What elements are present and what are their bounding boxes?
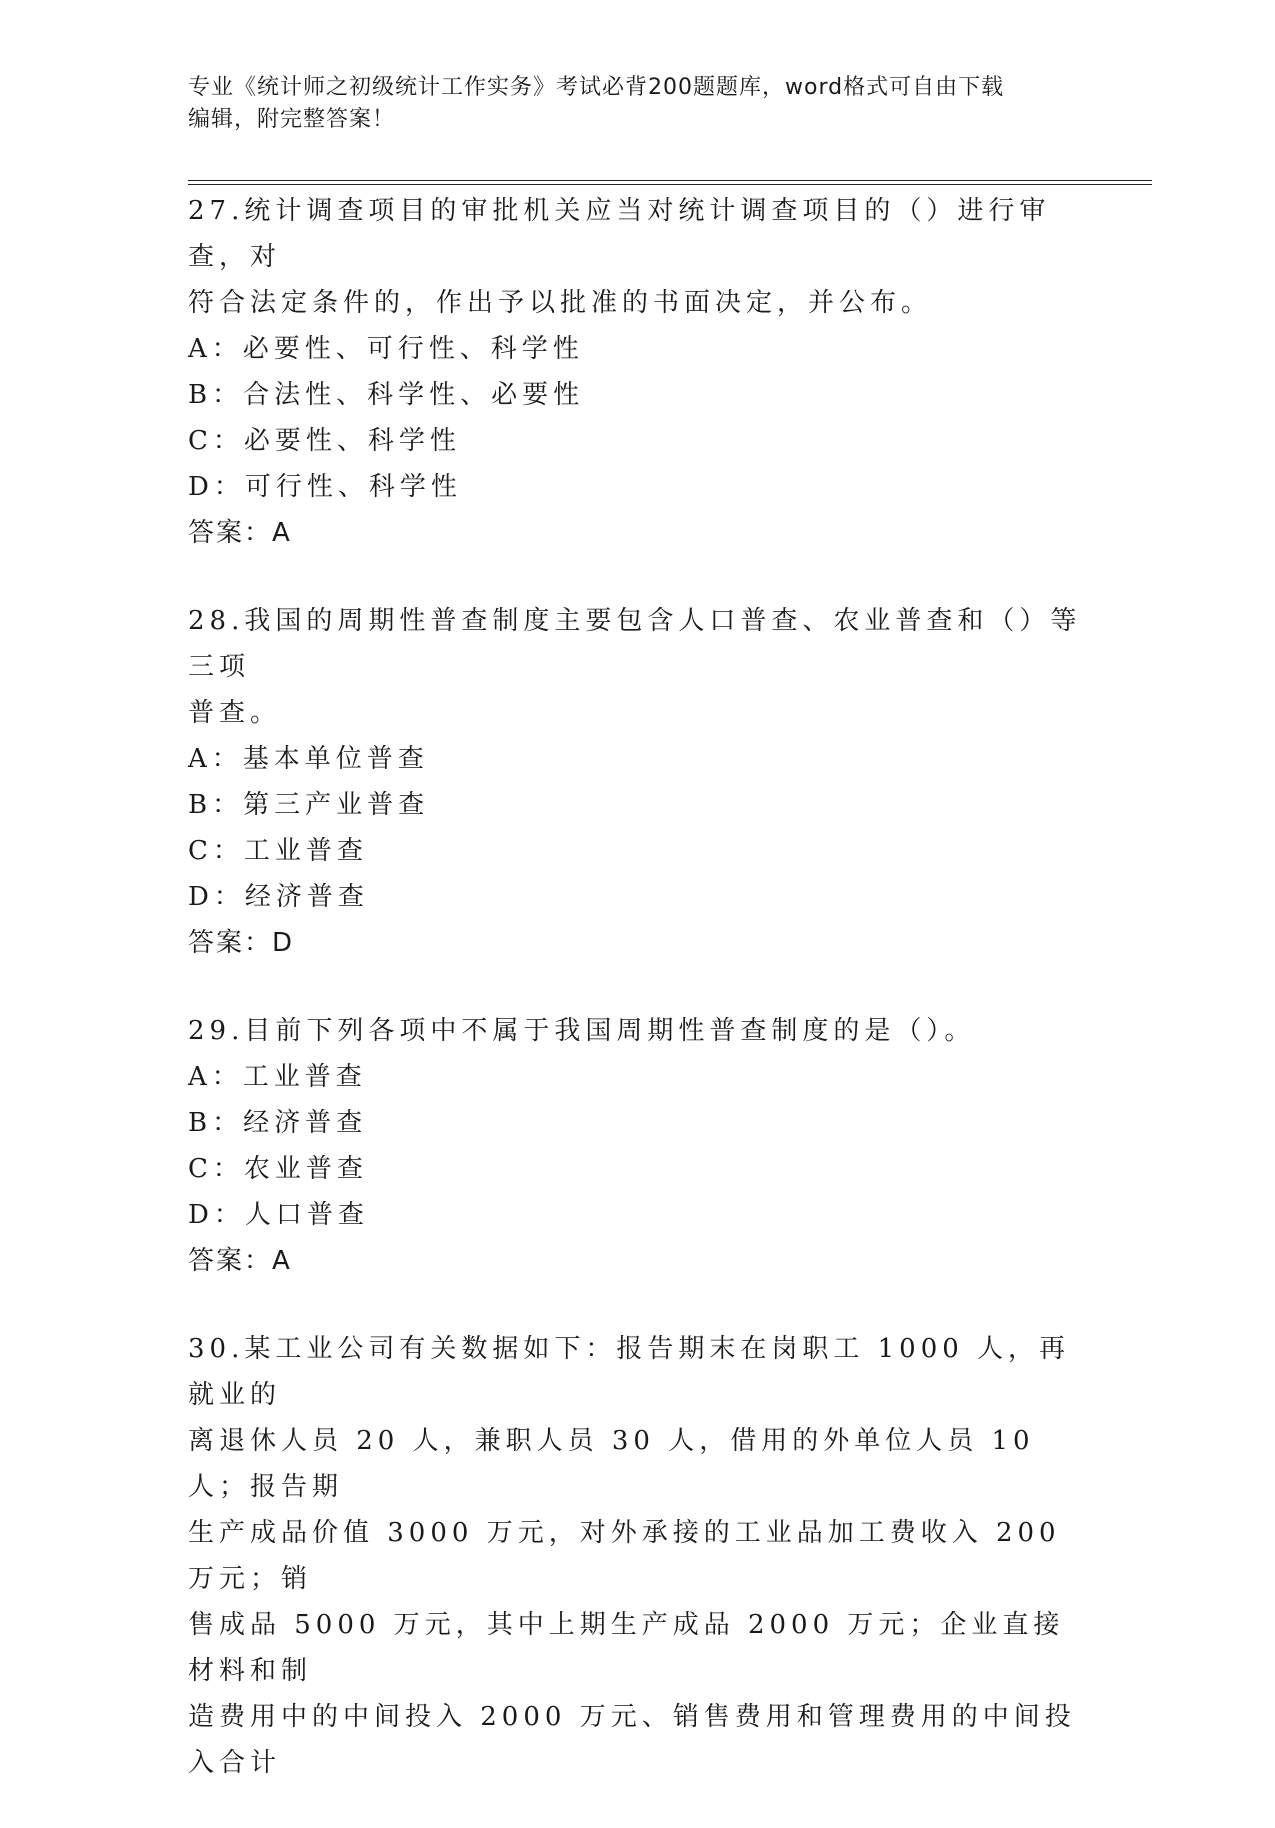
answer: 答案：D xyxy=(188,928,295,958)
option-c: C：必要性、科学性 xyxy=(188,426,461,456)
question-text-line: 30.某工业公司有关数据如下：报告期末在岗职工 1000 人，再就业的 xyxy=(188,1334,1071,1410)
question-text-line: 28.我国的周期性普查制度主要包含人口普查、农业普查和（）等三项 xyxy=(188,606,1082,682)
option-a: A：基本单位普查 xyxy=(188,744,429,774)
option-b: B：合法性、科学性、必要性 xyxy=(188,380,585,410)
answer: 答案：A xyxy=(188,518,292,548)
question-text-line: 27.统计调查项目的审批机关应当对统计调查项目的（）进行审查，对 xyxy=(188,196,1051,272)
option-a: A：工业普查 xyxy=(188,1062,367,1092)
option-b: B：第三产业普查 xyxy=(188,790,430,820)
option-d: D：可行性、科学性 xyxy=(188,472,462,502)
question-text-line: 离退休人员 20 人，兼职人员 30 人，借用的外单位人员 10 人；报告期 xyxy=(188,1426,1035,1502)
option-d: D：经济普查 xyxy=(188,882,369,912)
header-divider-bottom xyxy=(188,184,1152,185)
question-text-line: 造费用中的中间投入 2000 万元、销售费用和管理费用的中间投入合计 xyxy=(188,1702,1076,1778)
question-text-line: 售成品 5000 万元，其中上期生产成品 2000 万元；企业直接材料和制 xyxy=(188,1610,1065,1686)
header-line-2: 编辑，附完整答案！ xyxy=(188,107,396,132)
question-28 xyxy=(188,598,1088,966)
question-29 xyxy=(188,1008,1088,1284)
question-30 xyxy=(188,1326,1088,1786)
question-text-line: 29.目前下列各项中不属于我国周期性普查制度的是（）。 xyxy=(188,1016,976,1046)
question-list xyxy=(188,188,1088,1828)
question-text-line: 普查。 xyxy=(188,698,282,728)
option-b: B：经济普查 xyxy=(188,1108,368,1138)
question-text-line: 生产成品价值 3000 万元，对外承接的工业品加工费收入 200 万元；销 xyxy=(188,1518,1061,1594)
header-line-1: 专业《统计师之初级统计工作实务》考试必背200题题库，word格式可自由下载 xyxy=(188,75,1005,100)
header-divider-top xyxy=(188,180,1152,181)
option-d: D：人口普查 xyxy=(188,1200,369,1230)
option-c: C：工业普查 xyxy=(188,836,368,866)
question-27 xyxy=(188,188,1088,556)
answer: 答案：A xyxy=(188,1246,292,1276)
document-header xyxy=(188,72,1068,136)
question-text-line: 符合法定条件的，作出予以批准的书面决定，并公布。 xyxy=(188,288,933,318)
option-a: A：必要性、可行性、科学性 xyxy=(188,334,584,364)
option-c: C：农业普查 xyxy=(188,1154,368,1184)
